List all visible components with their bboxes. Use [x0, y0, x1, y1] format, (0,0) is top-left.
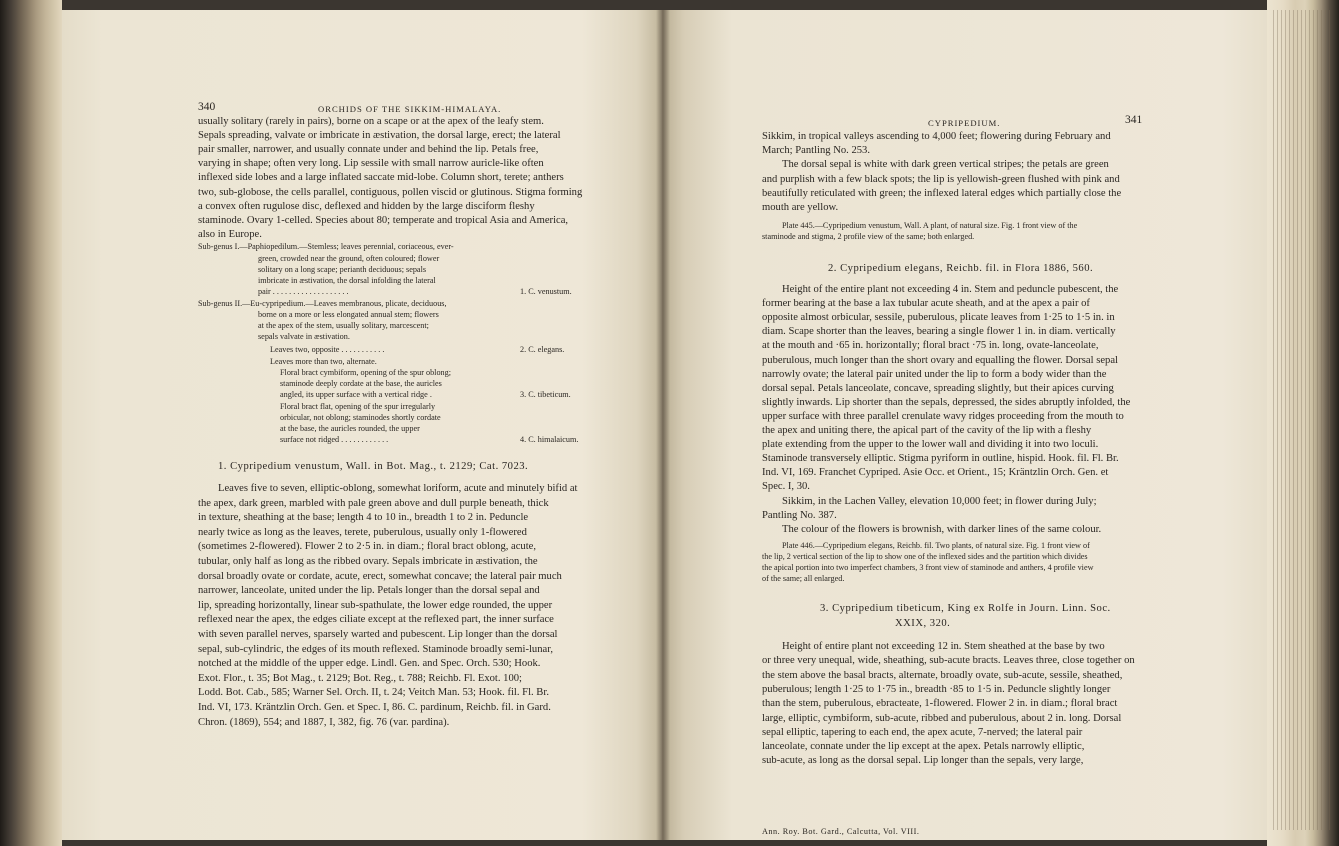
text-line: Ind. VI, 169. Franchet Cypriped. Asie Occ. et Orient., 15; Kräntzlin Orch. Gen. et [762, 467, 1109, 479]
key-line: sepals valvate in æstivation. [258, 332, 350, 341]
text-line: staminode. Ovary 1-celled. Species about 80; temperate and tropical Asia and America, [198, 214, 569, 226]
key-line: pair . . . . . . . . . . . . . . . . . . . [258, 287, 349, 296]
text-line: inflexed side lobes and a large inflated saccate mid-lobe. Column short, terete; anthers [198, 172, 564, 184]
running-head: CYPRIPEDIUM. [928, 118, 1001, 128]
key-line: borne on a more or less elongated annual stem; flowers [258, 310, 439, 319]
text-line: the apical portion into two imperfect chambers, 3 front view of staminode and anthers, 4 profile view [762, 563, 1094, 572]
text-line: in texture, sheathing at the base; length 4 to 10 in., breadth 1 to 2 in. Peduncle [198, 512, 529, 524]
key-line: solitary on a long scape; perianth deciduous; sepals [258, 265, 427, 274]
text-line: Plate 445.—Cypripedium venustum, Wall. A plant, of natural size. Fig. 1 front view of the [782, 221, 1078, 230]
text-line: opposite almost orbicular, sessile, puberulous, plicate leaves from 1·25 to 1·5 in. in [762, 312, 1115, 324]
key-line: staminode deeply cordate at the base, the auricles [280, 379, 442, 388]
text-line: the apex, dark green, marbled with pale green above and dull purple beneath, thick [198, 497, 549, 509]
key-line: Floral bract flat, opening of the spur irregularly [280, 402, 436, 411]
key-line: Sub-genus II.—Eu-cypripedium.—Leaves membranous, plicate, deciduous, [198, 299, 447, 308]
right-page-edges [1267, 0, 1339, 846]
text-line: mouth are yellow. [762, 202, 839, 213]
text-line: diam. Scape shorter than the leaves, bearing a single flower 1 in. in diam. vertically [762, 326, 1116, 338]
key-line: 2. C. elegans. [520, 345, 565, 354]
text-line: The colour of the flowers is brownish, with darker lines of the same colour. [782, 523, 1102, 535]
text-line: of the same; all enlarged. [762, 574, 845, 583]
text-line: slightly inwards. Lip shorter than the sepals, depressed, the sides abruptly infolded, the [762, 396, 1131, 408]
text-line: Ind. VI, 173. Kräntzlin Orch. Gen. et Spec. I, 86. C. pardinum, Reichb. fil. in Gard. [198, 702, 551, 713]
text-line: usually solitary (rarely in pairs), borne on a scape or at the apex of the leafy stem. [198, 116, 544, 127]
text-line: lanceolate, connate under the lip except at the apex. Petals narrowly elliptic, [762, 741, 1085, 753]
text-line: The dorsal sepal is white with dark green vertical stripes; the petals are green [782, 159, 1109, 171]
key-line: 3. C. tibeticum. [520, 390, 571, 399]
text-line: large, elliptic, cymbiform, sub-acute, ribbed and puberulous, about 2 in. long. Dorsal [762, 712, 1122, 724]
text-line: two, sub-globose, the cells parallel, contiguous, pollen viscid or glutinous. Stigma forming [198, 186, 583, 198]
text-line: sub-acute, as long as the dorsal sepal. Lip longer than the sepals, very large, [762, 755, 1084, 767]
text-line: the stem above the basal bracts, alternate, broadly ovate, sub-acute, sessile, sheathed, [762, 669, 1123, 681]
key-line: 1. C. venustum. [520, 287, 572, 296]
text-line: plate extending from the upper to the lower wall and dividing it into two loculi. [762, 439, 1099, 451]
key-line: orbicular, not oblong; staminodes shortly cordate [280, 413, 441, 422]
text-line: Lodd. Bot. Cab., 585; Warner Sel. Orch. II, t. 24; Veitch Man. 53; Hook. fil. Fl. Br. [198, 687, 549, 699]
text-line: reflexed near the apex, the edges ciliate except at the reflexed part, the inner surface [198, 614, 554, 626]
running-head: ORCHIDS OF THE SIKKIM-HIMALAYA. [318, 104, 502, 114]
key-line: at the base, the auricles rounded, the upper [280, 424, 420, 433]
text-line: puberulous, much longer than the short ovary and equalling the flower. Dorsal sepal [762, 354, 1118, 366]
book-gutter [656, 10, 670, 840]
key-line: Floral bract cymbiform, opening of the spur oblong; [280, 368, 451, 377]
text-line: dorsal broadly ovate or cordate, acute, erect, somewhat concave; the lateral pair much [198, 570, 562, 582]
text-line: 3. Cypripedium tibeticum, King ex Rolfe in Journ. Linn. Soc. [820, 603, 1111, 614]
text-line: sepal, sub-cylindric, the edges of its mouth reflexed. Staminode broadly semi-lunar, [198, 643, 553, 655]
text-line: also in Europe. [198, 228, 262, 240]
text-line: a convex often rugulose disc, deflexed and hidden by the large disciform fleshy [198, 200, 535, 212]
text-line: Sikkim, in tropical valleys ascending to 4,000 feet; flowering during February and [762, 131, 1111, 142]
text-line: and purplish with a few black spots; the lip is yellowish-green flushed with pink and [762, 173, 1120, 185]
text-line: pair smaller, narrower, and usually connate under and behind the lip. Petals free, [198, 144, 539, 156]
text-line: or three very unequal, wide, sheathing, sub-acute bracts. Leaves three, close together on [762, 655, 1135, 667]
text-line: the apex and uniting there, the apical part of the cavity of the lip with a fleshy [762, 425, 1092, 436]
text-line: lip, spreading horizontally, linear sub-spathulate, the lower edge rounded, the upper [198, 599, 553, 611]
text-line: Pantling No. 387. [762, 509, 837, 521]
text-line: March; Pantling No. 253. [762, 145, 870, 157]
text-line: Leaves five to seven, elliptic-oblong, somewhat loriform, acute and minutely bifid at [218, 483, 578, 494]
page-number: 340 [198, 101, 216, 113]
key-line: at the apex of the stem, usually solitary, marcescent; [258, 321, 429, 330]
text-line: staminode and stigma, 2 profile view of the same; both enlarged. [762, 232, 975, 241]
key-line: Leaves more than two, alternate. [270, 357, 377, 366]
key-line: Leaves two, opposite . . . . . . . . . . . [270, 345, 385, 354]
text-line: nearly twice as long as the leaves, terete, puberulous, usually only 1-flowered [198, 526, 527, 538]
text-line: (sometimes 2-flowered). Flower 2 to 2·5 in. in diam.; floral bract oblong, acute, [198, 541, 537, 553]
text-line: narrowly ovate; the lateral pair united under the lip to form a body wider than the [762, 368, 1107, 380]
species-heading: 2. Cypripedium elegans, Reichb. fil. in Flora 1886, 560. [828, 263, 1094, 274]
key-line: Sub-genus I.—Paphiopedilum.—Stemless; leaves perennial, coriaceous, ever- [198, 242, 454, 251]
text-line: tubular, only half as long as the ribbed ovary. Sepals imbricate in æstivation, the [198, 556, 538, 567]
left-page-edges [0, 0, 62, 846]
species-heading: 1. Cypripedium venustum, Wall. in Bot. Mag., t. 2129; Cat. 7023. [218, 461, 529, 472]
page-number: 341 [1125, 114, 1143, 126]
text-line: than the stem, puberulous, ebracteate, 1-flowered. Flower 2 in. in diam.; floral bract [762, 698, 1118, 710]
text-line: Sepals spreading, valvate or imbricate in æstivation, the dorsal large, erect; the lateral [198, 130, 561, 142]
text-line: at the mouth and ·65 in. horizontally; floral bract ·75 in. long, ovate-lanceolate, [762, 340, 1099, 352]
page-footer: Ann. Roy. Bot. Gard., Calcutta, Vol. VIII. [762, 827, 920, 836]
text-line: Sikkim, in the Lachen Valley, elevation 10,000 feet; in flower during July; [782, 495, 1097, 507]
text-line: puberulous; length 1·25 to 1·75 in., breadth ·85 to 1·5 in. Peduncle slightly longer [762, 683, 1111, 695]
text-line: former bearing at the base a lax tubular acute sheath, and at the apex a pair of [762, 298, 1090, 310]
text-line: Plate 446.—Cypripedium elegans, Reichb. fil. Two plants, of natural size. Fig. 1 front view of [782, 541, 1090, 550]
text-line: Chron. (1869), 554; and 1887, I, 382, fig. 76 (var. pardina). [198, 716, 450, 728]
text-line: Exot. Flor., t. 35; Bot Mag., t. 2129; Bot. Reg., t. 788; Reichb. Fl. Exot. 100; [198, 672, 522, 684]
key-line: angled, its upper surface with a vertical ridge . [280, 390, 432, 399]
text-line: beautifully reticulated with green; the inflexed lateral edges which partially close the [762, 187, 1122, 199]
text-line: Staminode transversely elliptic. Stigma pyriform in outline, hispid. Hook. fil. Fl. Br. [762, 453, 1119, 465]
key-line: imbricate in æstivation, the dorsal infolding the lateral [258, 276, 436, 285]
key-line: green, crowded near the ground, often coloured; flower [258, 254, 440, 263]
key-line: 4. C. himalaicum. [520, 435, 579, 444]
text-line: narrower, lanceolate, united under the lip. Petals longer than the dorsal sepal and [198, 585, 540, 597]
text-line: varying in shape; often very long. Lip sessile with small narrow auricle-like often [198, 158, 544, 170]
text-line: Height of entire plant not exceeding 12 in. Stem sheathed at the base by two [782, 641, 1105, 652]
text-line: upper surface with three parallel crenulate wavy ridges proceeding from the mouth to [762, 410, 1124, 422]
text-line: notched at the middle of the upper edge. Lindl. Gen. and Spec. Orch. 530; Hook. [198, 658, 541, 670]
text-line: Spec. I, 30. [762, 481, 810, 493]
text-line: dorsal sepal. Petals lanceolate, concave, spreading slightly, but their apices curving [762, 382, 1114, 394]
text-line: sepal elliptic, tapering to each end, the apex acute, 7-nerved; the lateral pair [762, 726, 1083, 738]
text-line: Height of the entire plant not exceeding 4 in. Stem and peduncle pubescent, the [782, 284, 1119, 295]
text-line: XXIX, 320. [895, 617, 951, 629]
key-line: surface not ridged . . . . . . . . . . . . [280, 435, 389, 444]
text-line: with seven parallel nerves, sparsely warted and pubescent. Lip longer than the dorsal [198, 629, 558, 640]
text-line: the lip, 2 vertical section of the lip to show one of the inflexed sides and the partition which divides [762, 552, 1088, 561]
